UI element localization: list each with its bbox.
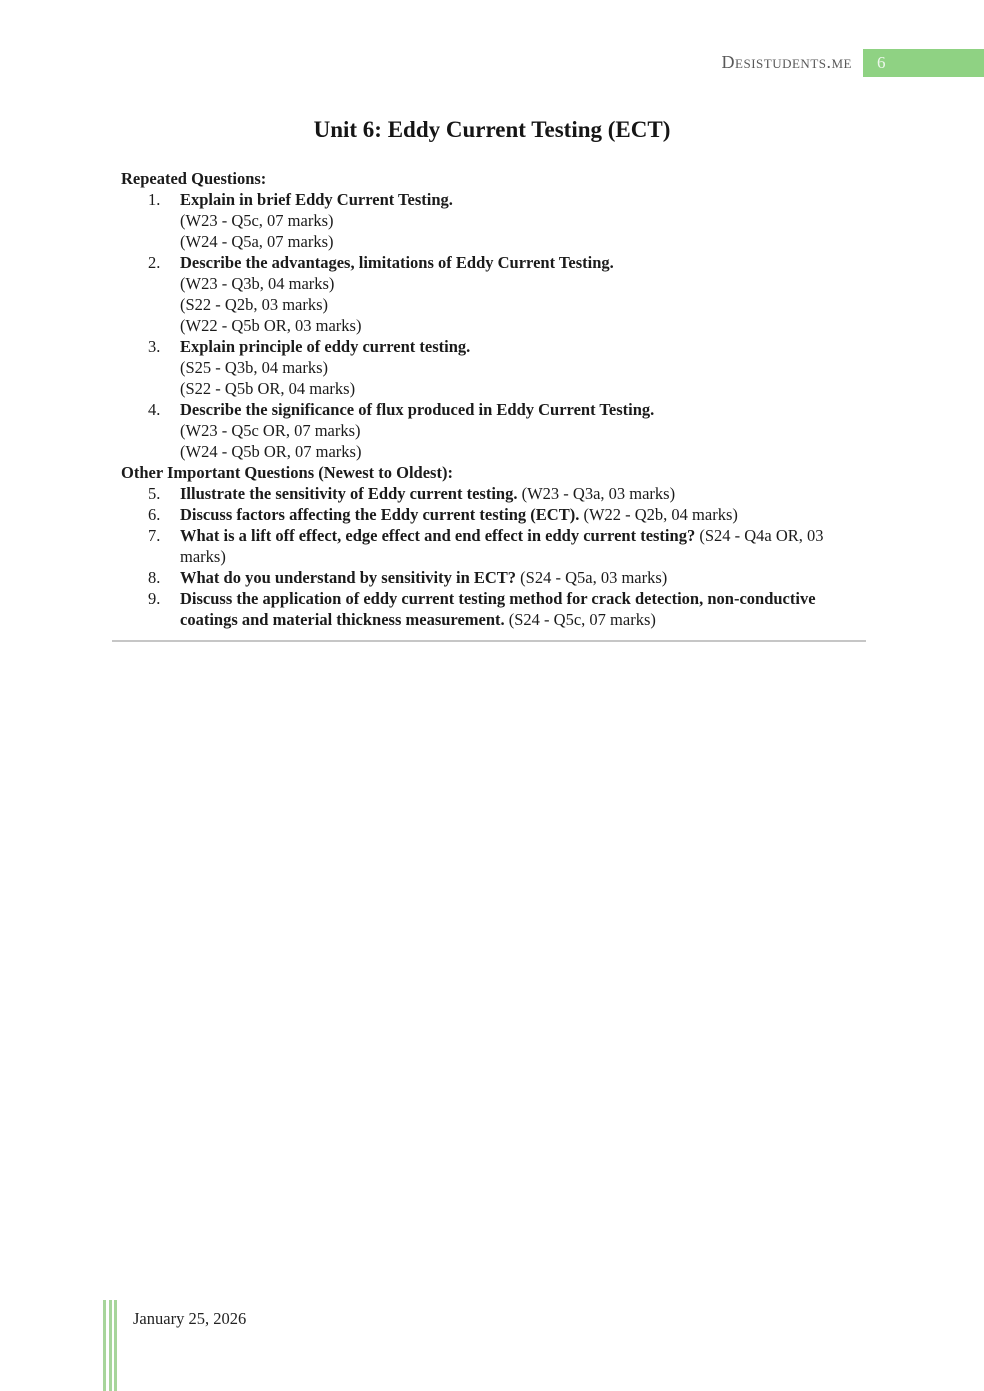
question-marks: (W23 - Q3a, 03 marks) (521, 484, 676, 503)
question-body (180, 504, 866, 525)
question-marks-line: (W22 - Q5b OR, 03 marks) (180, 316, 362, 335)
question-text: What do you understand by sensitivity in ECT? (180, 568, 517, 587)
question-number: 6. (148, 505, 161, 524)
question-marks: (S24 - Q4a OR, 03 marks) (180, 526, 824, 566)
question-item (121, 399, 866, 462)
question-marks-line: (W24 - Q5a, 07 marks) (180, 232, 334, 251)
footer-date: January 25, 2026 (133, 1309, 247, 1328)
site-name: Desistudents.me (721, 52, 852, 72)
question-number: 7. (148, 526, 161, 545)
question-number: 9. (148, 589, 161, 608)
questions-content (121, 168, 866, 630)
question-number: 8. (148, 568, 161, 587)
section-heading: Repeated Questions: (121, 169, 267, 188)
question-body (180, 399, 866, 462)
footer-accent-line (114, 1300, 117, 1391)
section-heading: Other Important Questions (Newest to Oldest): (121, 463, 453, 482)
question-text: Discuss factors affecting the Eddy current testing (ECT). (180, 505, 580, 524)
question-text: Describe the significance of flux produced in Eddy Current Testing. (180, 400, 655, 419)
page-number: 6 (877, 53, 886, 72)
question-number: 2. (148, 253, 161, 272)
question-marks: (W22 - Q2b, 04 marks) (583, 505, 738, 524)
footer-accent-line (109, 1300, 112, 1391)
question-text: Discuss the application of eddy current testing method for crack detection, non-conductive coatings and material thickness measurement. (180, 589, 816, 629)
question-number: 1. (148, 190, 161, 209)
question-marks: (S24 - Q5c, 07 marks) (508, 610, 656, 629)
question-text: Describe the advantages, limitations of Eddy Current Testing. (180, 253, 614, 272)
question-marks-line: (W24 - Q5b OR, 07 marks) (180, 442, 362, 461)
question-body (180, 588, 866, 630)
question-marks-line: (S22 - Q5b OR, 04 marks) (180, 379, 356, 398)
question-body (180, 252, 866, 336)
question-body (180, 189, 866, 252)
question-text: Illustrate the sensitivity of Eddy current testing. (180, 484, 518, 503)
divider-rule (112, 640, 866, 642)
question-body (180, 336, 866, 399)
footer-accent-line (103, 1300, 106, 1391)
question-number: 4. (148, 400, 161, 419)
question-marks-line: (W23 - Q5c, 07 marks) (180, 211, 334, 230)
question-number: 3. (148, 337, 161, 356)
question-marks-line: (S22 - Q2b, 03 marks) (180, 295, 329, 314)
question-body (180, 567, 866, 588)
question-item (121, 483, 866, 504)
question-text: Explain in brief Eddy Current Testing. (180, 190, 453, 209)
question-body (180, 525, 866, 567)
question-item (121, 252, 866, 336)
page-header (0, 49, 984, 77)
question-marks: (S24 - Q5a, 03 marks) (520, 568, 668, 587)
question-item (121, 567, 866, 588)
question-body (180, 483, 866, 504)
page-title: Unit 6: Eddy Current Testing (ECT) (313, 117, 671, 142)
question-marks-line: (S25 - Q3b, 04 marks) (180, 358, 329, 377)
question-marks-line: (W23 - Q3b, 04 marks) (180, 274, 335, 293)
footer-accent-lines (103, 1300, 117, 1391)
question-number: 5. (148, 484, 161, 503)
question-text: What is a lift off effect, edge effect and end effect in eddy current testing? (180, 526, 696, 545)
page-number-badge (863, 49, 984, 77)
question-text: Explain principle of eddy current testing. (180, 337, 471, 356)
question-item (121, 588, 866, 630)
question-item (121, 336, 866, 399)
question-item (121, 525, 866, 567)
question-item (121, 504, 866, 525)
question-marks-line: (W23 - Q5c OR, 07 marks) (180, 421, 361, 440)
question-item (121, 189, 866, 252)
